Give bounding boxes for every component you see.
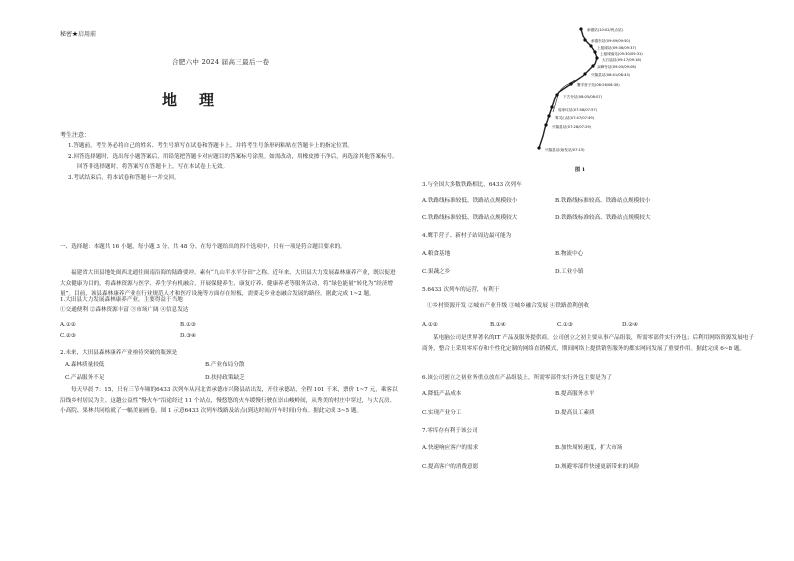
station-label: 周家坟站(07:56/07:57) [558, 108, 598, 112]
question-2-option-b[interactable]: B.产业布局分散 [205, 362, 245, 368]
station-marker [550, 105, 553, 108]
question-1-option-c[interactable]: C.②③ [60, 333, 76, 339]
question-3-stem: 3.与全国大多数铁路相比，6433 次列车 [422, 182, 522, 188]
question-5-option-b[interactable]: B.①④ [490, 322, 506, 328]
question-1-option-d[interactable]: D.③④ [180, 333, 197, 339]
notice-item: 2.回答选择题时，选出每小题答案后，用铅笔把答题卡对应题目的答案标号涂黑。如需改动，用橡皮擦干净后，再选涂其他答案标号。回答非选择题时，将答案写在答题卡上，写在本试卷上无效。 [68, 153, 398, 170]
question-3-option-d[interactable]: D.铁路线标准较高、铁路站点规模较大 [555, 215, 651, 221]
question-3-option-c[interactable]: C.铁路线标准较低、铁路站点规模较大 [422, 215, 518, 221]
question-4-option-a[interactable]: A.粮食基地 [422, 251, 451, 257]
question-5-statements: ①乡村资源开发 ②城市产业升级 ③城乡融合发展 ④铁路盈利创收 [427, 303, 589, 309]
notice-item: 1.答题前，考生务必将自己的姓名、考生号填写在试卷和答题卡上，并将考生号条形码粘贴在答题卡上的指定位置。 [68, 143, 354, 149]
station-label: 兴隆县站(07:28/07:29) [552, 125, 592, 129]
passage-1: 福建省大田县地处闽西北通往闽南沿海的陆路要冲，素有“九山半水半分田”之称。近年来，大田县大力发展森林康养产业，既以促进大众健康为目的，将森林资源与医学、养生学有机融合，开展保健养生、康复疗养、健康养老等服务活动，将“绿色能量”转化为“经济增量”。目前，该县森林康养产业在行业规范人才和医疗设施等方面存在短板，需要走乡业态融合发展的路径。据此完成 1~2 题。 [60, 270, 396, 297]
question-3-option-a[interactable]: A.铁路线标准较低、铁路站点规模较小 [422, 198, 518, 204]
question-1-stem: 1.大田县大力发展森林康养产业，主要得益于当地 [60, 297, 183, 303]
question-7-option-b[interactable]: B.加快周转速度，扩大市场 [555, 445, 623, 451]
question-2-stem: 2.未来，大田县森林康养产业亟待突破的瓶颈是 [60, 350, 178, 356]
passage-3: 某电脑公司是世界著名的IT 产品及服务提供商。公司创立之初主要从事产品组装，所需零部件实行外包；后利用网络资源发展电子商务，整合上采用零库存和个性化定制的网络直销模式，期间网络上提供销售服务的都实网同发展了重要作用。据此完成 6~8 题。 [422, 335, 754, 352]
figure-caption: 图 1 [575, 167, 586, 173]
station-label: 下古寺站(08:05/08:07) [563, 95, 603, 99]
question-5-option-a[interactable]: A.①② [422, 322, 438, 328]
station-marker [591, 64, 594, 67]
station-marker [569, 82, 572, 85]
station-marker [593, 50, 596, 53]
question-4-option-c[interactable]: C.果蔬之乡 [422, 269, 451, 275]
station-marker [537, 146, 540, 149]
station-marker [544, 123, 547, 126]
question-7-stem: 7.零库存有利于该公司 [422, 428, 478, 434]
question-2-option-c[interactable]: C.产品服务不足 [65, 375, 105, 381]
station-marker [547, 114, 550, 117]
station-label: 承德站(10:02/终点站) [587, 28, 623, 32]
question-1-statements: ①交通便利 ②森林资源丰富 ③市场广阔 ④信息发达 [60, 307, 189, 313]
question-6-option-b[interactable]: B.提高服务水平 [555, 391, 595, 397]
station-label: 上板城南站(09:30/09:31) [600, 52, 643, 56]
station-marker [595, 56, 598, 59]
notice-list [68, 141, 398, 183]
question-4-stem: 4.鹰手营子、新村子站周边最可能为 [422, 233, 512, 239]
exam-title: 合肥六中 2024 届高三最后一卷 [172, 58, 270, 66]
station-label: 兴隆县站(08:41/08:43) [591, 73, 631, 77]
question-7-option-c[interactable]: C.提高客户的消费意愿 [422, 464, 479, 470]
question-5-option-d[interactable]: D.②④ [622, 322, 639, 328]
subject-title: 地理 [162, 91, 237, 109]
question-4-option-d[interactable]: D.工业小镇 [555, 269, 584, 275]
station-label: 兴隆县站(始发站/07:15) [545, 148, 585, 152]
confidential-label: 秘密★启用前 [60, 31, 97, 38]
station-label: 承德东站(09:49/09:50) [591, 39, 631, 43]
station-label: 鹰手营子站(08:26/08:30) [577, 83, 620, 87]
notice-heading: 考生注意： [60, 132, 91, 139]
question-6-option-d[interactable]: D.提高员工素质 [555, 410, 595, 416]
station-label: 雾灵山站(07:47/07:49) [555, 116, 595, 120]
station-marker [589, 44, 592, 47]
question-6-option-a[interactable]: A.降低产品成本 [422, 391, 462, 397]
question-5-option-c[interactable]: C.①③ [557, 322, 573, 328]
station-marker [579, 27, 582, 30]
question-7-option-d[interactable]: D.规避零部件快速更新带来的风险 [555, 464, 640, 470]
station-label: 大石庙站(09:17/09:18) [602, 58, 642, 62]
station-label: 双峰寺站(09:05/09:06) [597, 65, 637, 69]
station-label: 上板城站(09:36/09:37) [597, 46, 637, 50]
station-marker [583, 38, 586, 41]
passage-2: 每天早晨 7：15，只有三节车厢的6433 次列车从河北省承德市兴隆县站出发，开往承德站，全程 101 千米，票价 1~7 元，乘客以沿线乡村居民为主。这趟公益性“慢火车”沿途经过 11 个站点，慢悠悠的火车缓慢行驶在崇山峻岭间，从秀美的村庄中穿过，与大瓦房、小高院、果林共同绘就了一幅美丽画卷。图 1 示意6433 次列车线路及站点(到达时间/开车时间)分布。据此完成 3~5 题。 [60, 387, 398, 414]
question-4-option-b[interactable]: B.物流中心 [555, 251, 584, 257]
question-2-option-a[interactable]: A.森林质量较低 [65, 362, 105, 368]
railway-line [539, 29, 597, 148]
question-6-option-c[interactable]: C.实现产业分工 [422, 410, 462, 416]
question-1-option-b[interactable]: B.①③ [180, 322, 196, 328]
question-2-option-d[interactable]: D.扶持政策缺乏 [205, 375, 245, 381]
section-intro: 一、选择题：本题共 16 小题，每小题 3 分，共 48 分。在每个题给出的四个选项中，只有一项是符合题目要求的。 [60, 244, 346, 250]
railway-route-map [525, 22, 645, 164]
question-7-option-a[interactable]: A.快速响应客户的需求 [422, 445, 479, 451]
question-6-stem: 6.该公司创立之初业务重点放在产品组装上，所需零部件实行外包主要是为了 [422, 375, 612, 381]
station-marker [555, 93, 558, 96]
question-1-option-a[interactable]: A.①② [60, 322, 76, 328]
station-marker [583, 72, 586, 75]
question-3-option-b[interactable]: B.铁路线标准较高、铁路站点规模较小 [555, 198, 651, 204]
notice-item: 3.考试结束后，将本试卷和答题卡一并交回。 [68, 174, 180, 181]
question-5-stem: 5.6433 次列车的运营，有利于 [422, 287, 500, 293]
